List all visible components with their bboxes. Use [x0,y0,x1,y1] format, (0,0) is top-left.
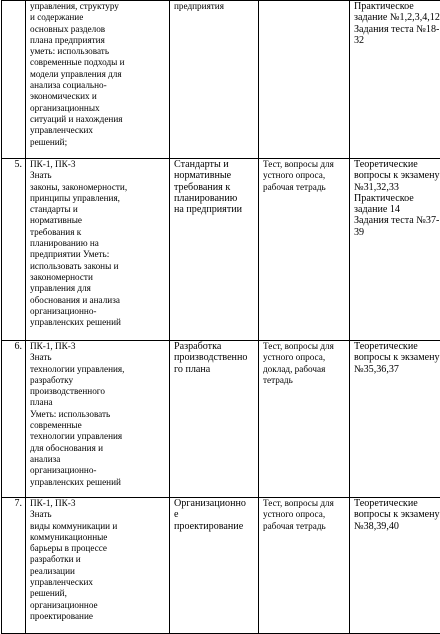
control-form-cell-line: Тест, вопросы для [263,498,345,509]
competence-cell-line: управленческих [30,577,165,588]
competence-cell-line: решений, [30,588,165,599]
competence-assessment-table [1,0,440,634]
topic-cell-line: го плана [174,364,254,375]
control-form-cell-line: устного опроса, [263,352,345,363]
assessment-cell-line: Теоретические [354,159,440,170]
competence-cell-line: реализации [30,566,165,577]
competence-cell-line: основных разделов [30,24,165,35]
topic-cell-line: требования к [174,182,254,193]
competence-cell-line: современные подходы и [30,57,165,68]
competence-cell-line: виды коммуникации и [30,521,165,532]
row-number-text: 7. [15,498,23,509]
assessment-cell-line: Практическое [354,193,440,204]
control-form-cell-line: доклад, рабочая [263,364,345,375]
competence-cell-line: предприятии Уметь: [30,249,165,260]
competence-cell-line: организационных [30,103,165,114]
competence-cell-line: коммуникационные [30,532,165,543]
control-form-cell-line: рабочая тетрадь [263,182,345,193]
competence-cell-line: экономических и [30,91,165,102]
row-number [2,1,26,159]
competence-cell-line: разработку [30,375,165,386]
competence-cell-line: управления для [30,283,165,294]
competence-cell-line: плана [30,397,165,408]
topic-cell [170,341,259,498]
competence-cell-line: ПК-1, ПК-3 [30,341,165,352]
topic-cell-line: е [174,509,254,520]
competence-cell-line: и содержание [30,12,165,23]
table-row [2,341,440,498]
table-row [2,159,440,341]
topic-cell-line: проектирование [174,521,254,532]
topic-cell-line: на предприятии [174,204,254,215]
competence-cell-line: организационно- [30,306,165,317]
assessment-cell-line: Задания теста №37- [354,215,440,226]
competence-cell-line: плана предприятия [30,35,165,46]
row-number [2,159,26,341]
competence-cell-line: технологии управления, [30,364,165,375]
assessment-cell-line: Теоретические [354,341,440,352]
competence-cell-line: принципы управления, [30,193,165,204]
table-row [2,1,440,159]
control-form-cell [259,498,350,634]
control-form-cell [259,341,350,498]
assessment-cell [350,341,440,498]
competence-cell-line: требования к [30,227,165,238]
competence-cell-line: барьеры в процессе [30,543,165,554]
competence-cell-line: управления, структуру [30,1,165,12]
row-number-text: 5. [15,159,23,170]
competence-cell-line: нормативные [30,215,165,226]
topic-cell-line: Стандарты и [174,159,254,170]
competence-cell-line: анализа [30,454,165,465]
competence-cell-line: модели управления для [30,69,165,80]
assessment-cell-line: №38,39,40 [354,521,440,532]
control-form-cell [259,159,350,341]
control-form-cell-line: устного опроса, [263,509,345,520]
competence-cell-line: ситуаций и нахождения [30,114,165,125]
control-form-cell-line: Тест, вопросы для [263,341,345,352]
competence-cell-line: стандарты и [30,204,165,215]
competence-cell-line: управленческих [30,125,165,136]
assessment-cell-line: вопросы к экзамену [354,509,440,520]
assessment-cell-line: 32 [354,35,440,46]
assessment-cell-line: вопросы к экзамену [354,170,440,181]
competence-cell-line: управленских решений [30,317,165,328]
competence-cell-line: разработки и [30,554,165,565]
assessment-cell [350,159,440,341]
competence-cell-line: Знать [30,509,165,520]
competence-cell-line: решений; [30,137,165,148]
competence-cell-line: проектирование [30,611,165,622]
control-form-cell [259,1,350,159]
competence-cell [26,498,170,634]
assessment-cell-line: Задания теста №18- [354,24,440,35]
competence-cell [26,341,170,498]
competence-cell-line: закономерности [30,272,165,283]
competence-cell-line: обоснования и анализа [30,295,165,306]
topic-cell [170,498,259,634]
topic-cell-line: Организационно [174,498,254,509]
competence-cell-line: законы, закономерности, [30,182,165,193]
competence-cell-line: организационно- [30,465,165,476]
assessment-cell-line: задание 14 [354,204,440,215]
competence-cell-line: уметь: использовать [30,46,165,57]
topic-cell-line: предприятия [174,1,254,12]
topic-cell-line: Разработка [174,341,254,352]
row-number [2,341,26,498]
competence-cell-line: организационное [30,600,165,611]
assessment-cell-line: задание №1,2,3,4,12 [354,12,440,23]
topic-cell [170,159,259,341]
assessment-cell [350,498,440,634]
competence-cell-line: анализа социально- [30,80,165,91]
competence-cell [26,1,170,159]
topic-cell-line: нормативные [174,170,254,181]
competence-cell-line: использовать законы и [30,261,165,272]
competence-cell-line: Уметь: использовать [30,409,165,420]
table-row [2,498,440,634]
control-form-cell-line: Тест, вопросы для [263,159,345,170]
control-form-cell-line: рабочая тетрадь [263,521,345,532]
assessment-cell-line: №31,32,33 [354,182,440,193]
assessment-cell-line: №35,36,37 [354,364,440,375]
control-form-cell-line: устного опроса, [263,170,345,181]
competence-cell-line: производственного [30,386,165,397]
assessment-cell-line: Практическое [354,1,440,12]
competence-cell-line: технологии управления [30,431,165,442]
topic-cell [170,1,259,159]
control-form-cell-line: тетрадь [263,375,345,386]
competence-cell-line: ПК-1, ПК-3 [30,498,165,509]
competence-cell-line: для обоснования и [30,443,165,454]
assessment-cell-line: вопросы к экзамену [354,352,440,363]
competence-cell-line: Знать [30,352,165,363]
competence-cell-line: Знать [30,170,165,181]
competence-cell [26,159,170,341]
assessment-cell [350,1,440,159]
row-number [2,498,26,634]
table-body [2,1,440,634]
topic-cell-line: планированию [174,193,254,204]
assessment-cell-line: Теоретические [354,498,440,509]
row-number-text: 6. [15,341,23,352]
topic-cell-line: производственно [174,352,254,363]
assessment-cell-line: 39 [354,227,440,238]
competence-cell-line: ПК-1, ПК-3 [30,159,165,170]
competence-cell-line: планированию на [30,238,165,249]
competence-cell-line: современные [30,420,165,431]
competence-cell-line: управленских решений [30,477,165,488]
